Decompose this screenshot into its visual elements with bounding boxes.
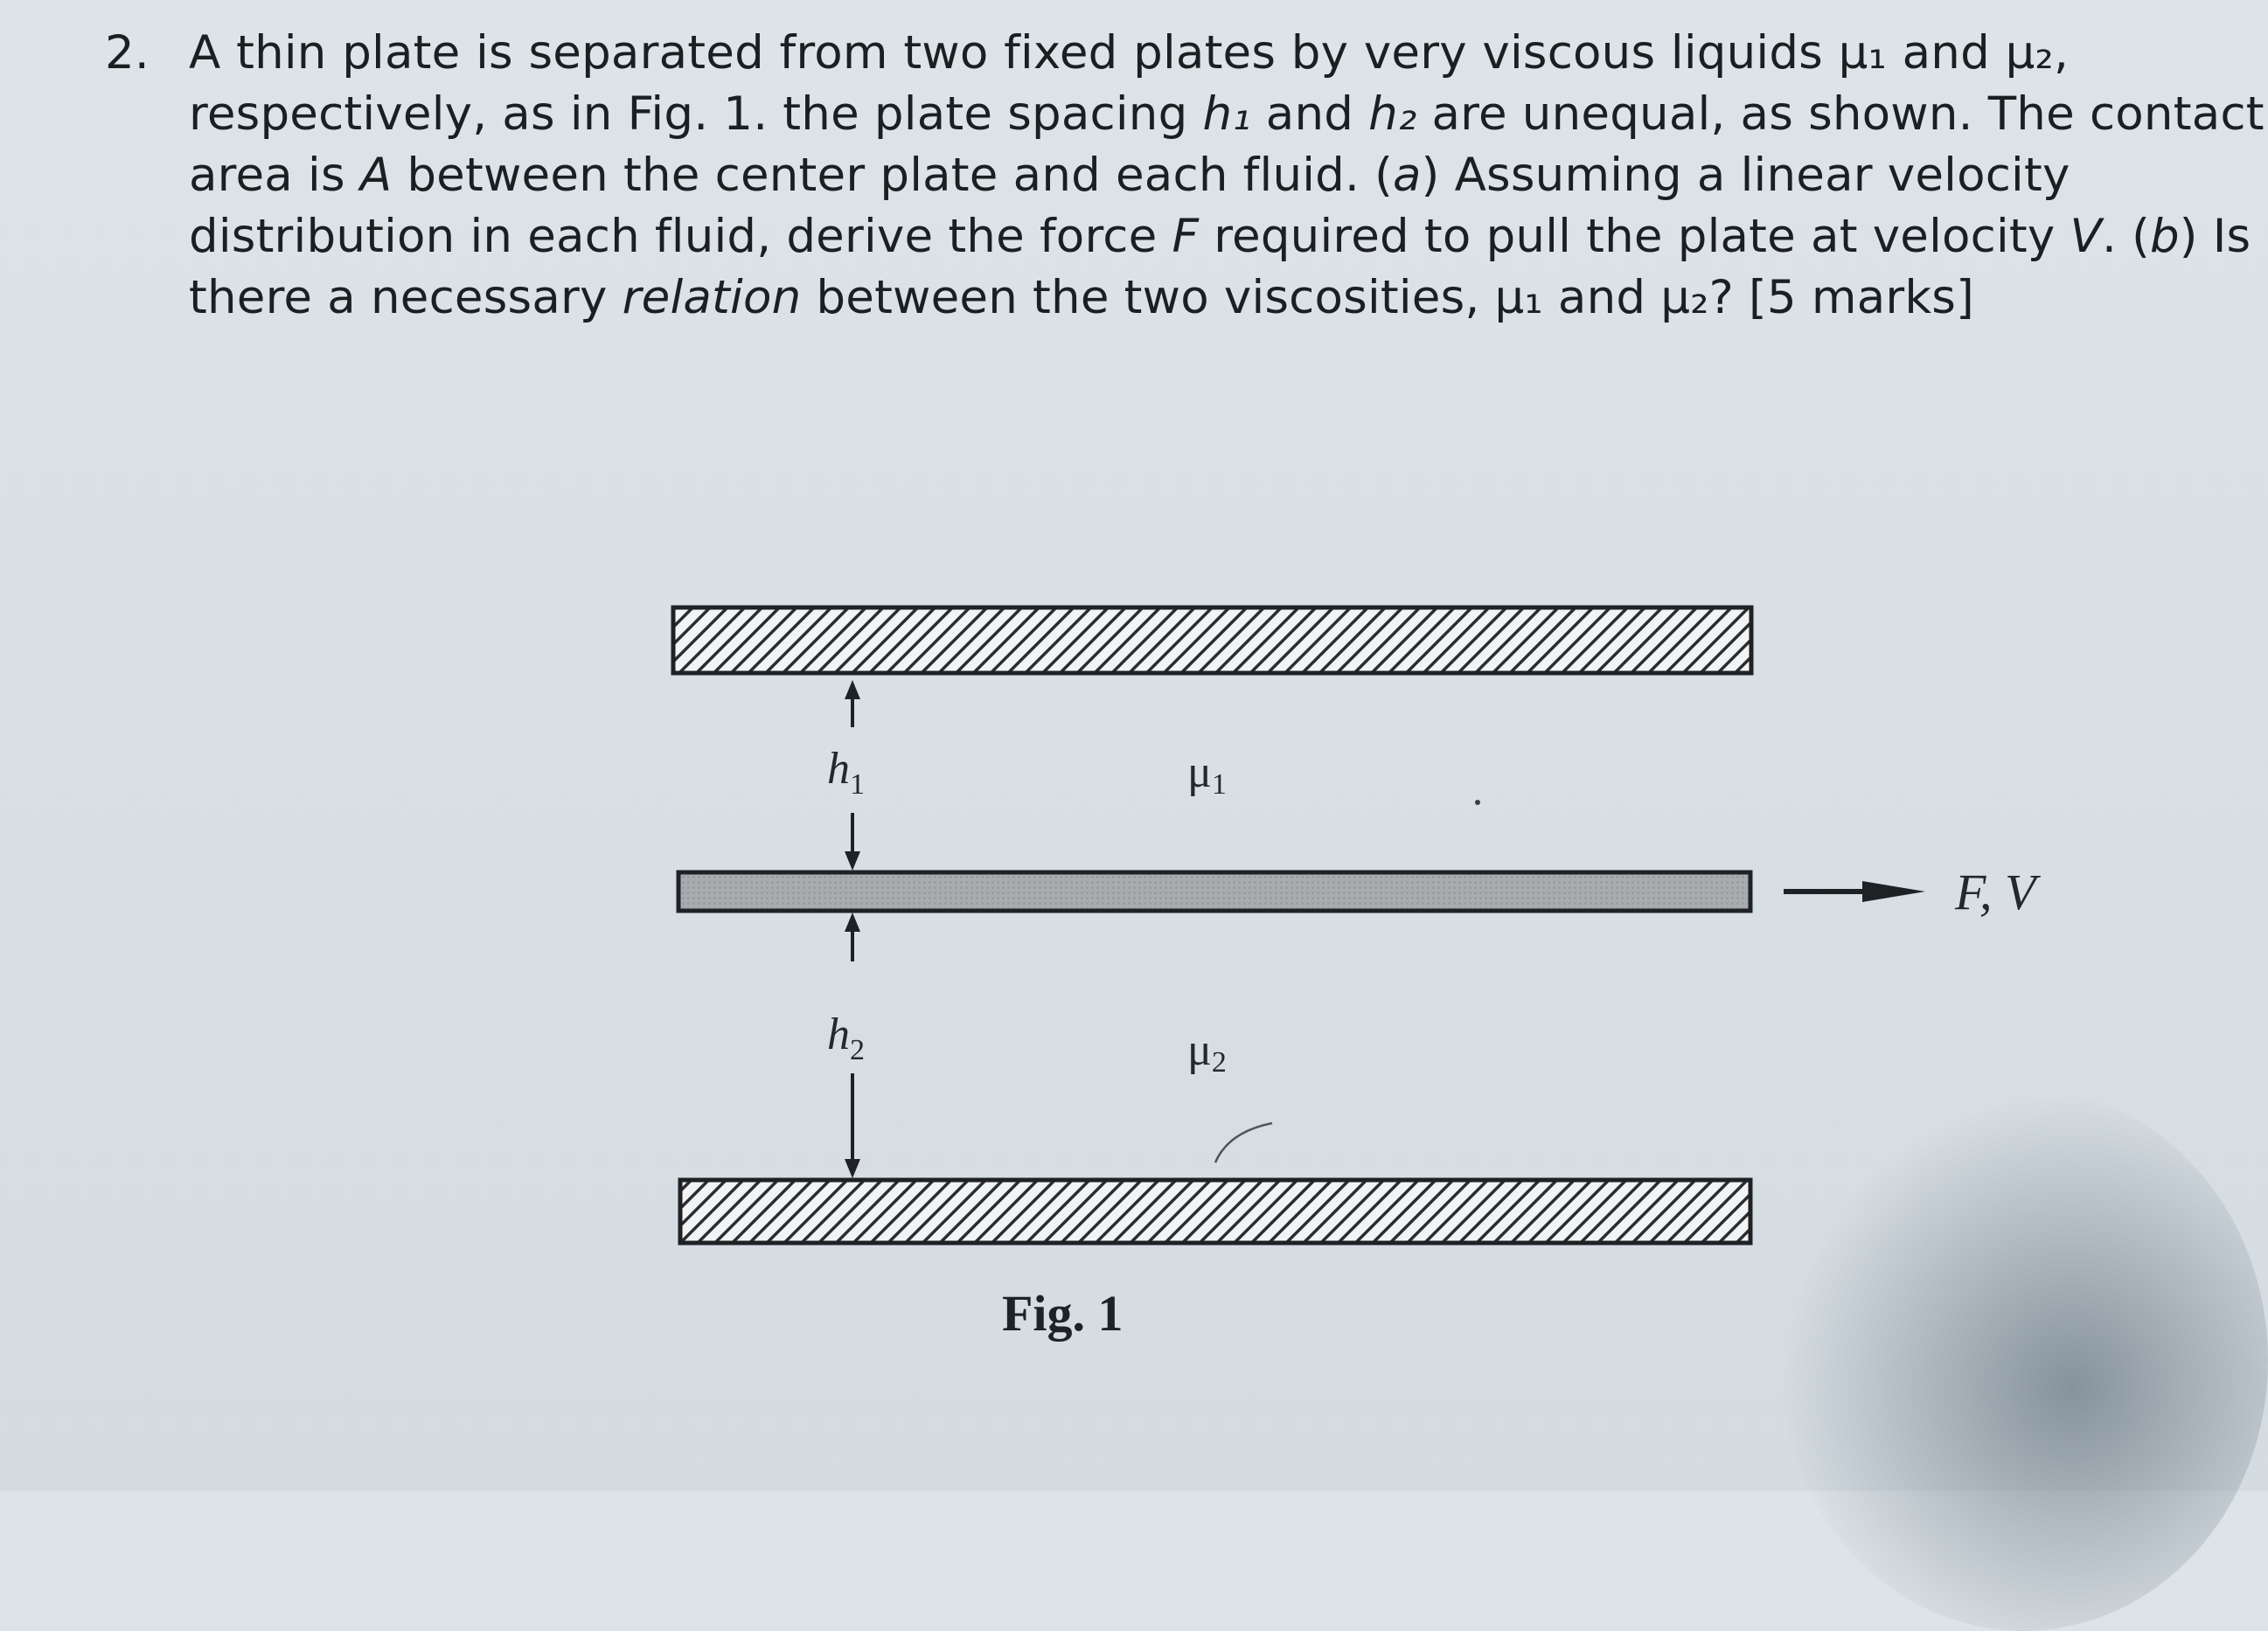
part-a-label: a: [1392, 149, 1422, 202]
text: between the center plate and each fluid. (: [392, 149, 1393, 202]
text: between the two viscosities, μ₁ and μ₂? [5 marks]: [801, 271, 1974, 324]
center-moving-plate: [678, 872, 1750, 911]
text: ) Assuming a linear velocity: [1421, 149, 2070, 202]
label-mu2: [1187, 1025, 1227, 1079]
speck: [1475, 800, 1480, 805]
text: ) Is: [2179, 210, 2251, 263]
text: respectively, as in Fig. 1. the plate spacing: [189, 87, 1203, 141]
label-h1-symbol: h: [827, 744, 850, 794]
force-arrow: [1784, 881, 1925, 902]
text: required to pull the plate at velocity: [1199, 210, 2070, 263]
label-h1: [827, 744, 865, 801]
label-h2: [827, 1010, 865, 1066]
bottom-fixed-plate: [680, 1180, 1750, 1243]
symbol-force: F: [1172, 210, 1200, 263]
symbol-h2: h₂: [1368, 87, 1417, 141]
label-force-velocity: F, V: [1955, 864, 2036, 920]
text: area is: [189, 149, 360, 202]
label-h2-symbol: h: [827, 1010, 850, 1059]
label-mu1-symbol: μ: [1187, 747, 1212, 797]
text: are unequal, as shown. The contact: [1416, 87, 2265, 141]
label-h1-subscript: 1: [850, 768, 865, 801]
figure-caption: Fig. 1: [1002, 1285, 1124, 1342]
label-mu1-subscript: 1: [1211, 768, 1227, 801]
text: . (: [2101, 210, 2150, 263]
label-h2-subscript: 2: [850, 1034, 865, 1066]
word-relation: relation: [622, 271, 802, 324]
label-mu2-symbol: μ: [1187, 1025, 1212, 1075]
label-mu1: [1187, 747, 1227, 801]
question-number: 2.: [105, 26, 150, 80]
label-mu2-subscript: 2: [1211, 1046, 1227, 1079]
text: there a necessary: [189, 271, 623, 324]
symbol-velocity: V: [2070, 210, 2102, 263]
text: and: [1250, 87, 1369, 141]
top-fixed-plate: [673, 607, 1751, 673]
text: distribution in each fluid, derive the force: [189, 210, 1172, 263]
question-line-1: A thin plate is separated from two fixed plates by very viscous liquids μ₁ and μ₂,: [189, 26, 2069, 80]
symbol-h1: h₁: [1202, 87, 1251, 141]
pencil-mark: [1215, 1123, 1272, 1163]
part-b-label: b: [2149, 210, 2180, 263]
symbol-area: A: [359, 149, 393, 202]
